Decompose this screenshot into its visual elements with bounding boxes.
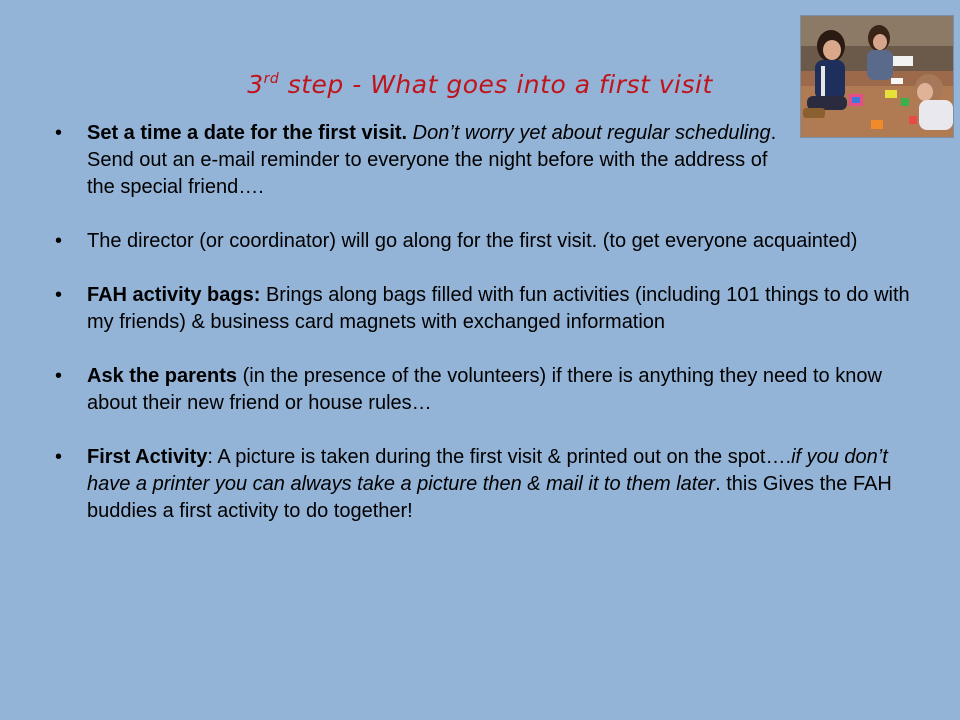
bullet-text: Brings along bags filled with fun activities (including 101 things to do with my friends) & business card magnets with exchanged information: [87, 284, 910, 333]
bullet-first-visit: [55, 120, 795, 201]
bullet-bold-text: First Activity: [87, 446, 208, 468]
bullet-ask-parents: [55, 363, 915, 417]
bullet-director: [55, 228, 915, 255]
bullet-bold-text: Set a time a date for the first visit.: [87, 122, 408, 144]
bullet-text: . Send out an e-mail reminder to everyone the night before with the address of the special friend….: [87, 122, 777, 198]
photo-illustration: [801, 16, 953, 137]
bullet-text: The director (or coordinator) will go along for the first visit. (to get everyone acquainted): [87, 230, 858, 252]
bullet-list: [55, 120, 915, 525]
bullet-bold-text: FAH activity bags:: [87, 284, 261, 306]
bullet-text: : A picture is taken during the first visit & printed out on the spot….: [207, 446, 792, 468]
bullet-text-end: . this Gives the FAH buddies a first activity to do together!: [87, 473, 892, 522]
title-text: step - What goes into a first visit: [279, 70, 713, 99]
bullet-italic-text: if you don’t have a printer you can always take a picture then & mail it to them later: [87, 446, 888, 495]
bullet-italic-text: Don’t worry yet about regular scheduling: [407, 122, 771, 144]
bullet-bold-text: Ask the parents: [87, 365, 238, 387]
bullet-activity-bags: [55, 282, 915, 336]
bullet-first-activity: [55, 444, 915, 525]
title-superscript: rd: [263, 71, 280, 87]
title-prefix: 3: [247, 70, 264, 99]
bullet-text: (in the presence of the volunteers) if there is anything they need to know about their new friend or house rules…: [87, 365, 882, 414]
